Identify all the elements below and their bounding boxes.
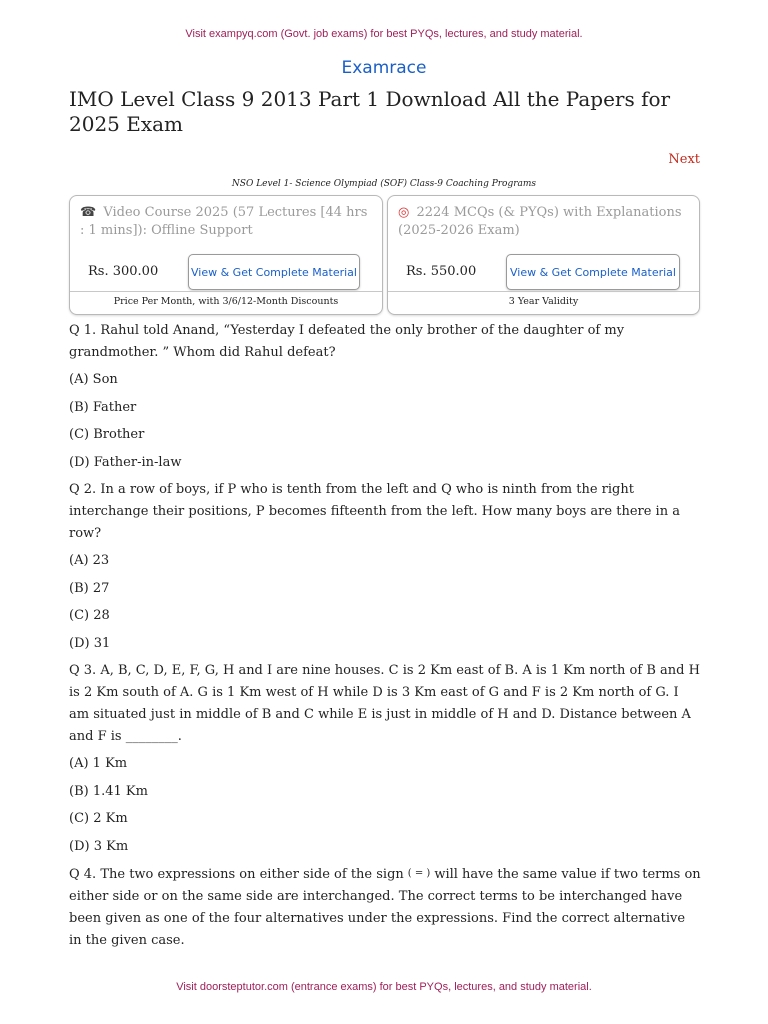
next-page-link[interactable]: Next <box>668 152 700 167</box>
view-material-button[interactable]: View & Get Complete Material <box>188 254 360 290</box>
questions-section <box>69 320 701 957</box>
option: (B) 1.41 Km <box>69 783 148 799</box>
option: (C) Brother <box>69 427 145 442</box>
option: (C) 2 Km <box>69 811 128 826</box>
card-note: 3 Year Validity <box>508 296 579 307</box>
question-text <box>69 863 701 952</box>
option: (A) Son <box>69 372 118 387</box>
option: (A) 23 <box>69 553 110 568</box>
option: (D) Father-in-law <box>69 454 182 470</box>
card-title-text: Video Course 2025 (57 Lectures [44 hrs : 1 mins]): Offline Support <box>80 205 368 238</box>
option: (A) 1 Km <box>69 756 128 771</box>
site-name[interactable]: Examrace <box>341 58 427 78</box>
question-text-part: will have the same value if two terms on either side or on the same side are interchanged. The correct terms to be interchanged have been given as one of the four alternatives under the expressions. Find the correct alternative in the given case. <box>69 867 701 948</box>
card-title <box>398 204 687 240</box>
question-text-part: Q 4. The two expressions on either side of the sign <box>69 867 404 882</box>
option: (D) 3 Km <box>69 838 129 854</box>
video-course-card <box>69 195 383 315</box>
clapperboard-icon: ☎ <box>80 205 97 220</box>
bottom-promo-banner[interactable]: Visit doorsteptutor.com (entrance exams) for best PYQs, lectures, and study material. <box>176 981 592 993</box>
page-title: IMO Level Class 9 2013 Part 1 Download All the Papers for 2025 Exam <box>69 87 671 136</box>
divider <box>70 291 382 292</box>
question-text: Q 2. In a row of boys, if P who is tenth from the left and Q who is ninth from the right interchange their positions, P becomes fifteenth from the left. How many boys are there in a row? <box>69 482 680 541</box>
question-text: Q 3. A, B, C, D, E, F, G, H and I are nine houses. C is 2 Km east of B. A is 1 Km north of B and H is 2 Km south of A. G is 1 Km west of H while D is 3 Km east of G and F is 2 Km north of G. I am situated just in middle of B and C while E is just in middle of H and D. Distance between A and F is ________. <box>69 663 700 744</box>
promo-heading: NSO Level 1- Science Olympiad (SOF) Class-9 Coaching Programs <box>231 179 537 189</box>
card-title-text: 2224 MCQs (& PYQs) with Explanations (2025-2026 Exam) <box>398 205 682 238</box>
option: (C) 28 <box>69 608 110 623</box>
card-note: Price Per Month, with 3/6/12-Month Discounts <box>113 296 339 307</box>
option: (B) Father <box>69 399 137 415</box>
price: Rs. 300.00 <box>88 264 159 279</box>
price: Rs. 550.00 <box>406 264 477 279</box>
view-material-button[interactable]: View & Get Complete Material <box>506 254 680 290</box>
equals-sign: ( = ) <box>407 868 431 879</box>
top-promo-banner[interactable]: Visit exampyq.com (Govt. job exams) for best PYQs, lectures, and study material. <box>185 28 583 40</box>
option: (D) 31 <box>69 635 111 651</box>
question-text: Q 1. Rahul told Anand, “Yesterday I defeated the only brother of the daughter of my grandmother. ” Whom did Rahul defeat? <box>69 323 625 360</box>
option: (B) 27 <box>69 580 110 596</box>
divider <box>388 291 699 292</box>
mcq-card <box>387 195 700 315</box>
target-icon: ◎ <box>398 205 410 220</box>
card-title <box>80 204 370 240</box>
